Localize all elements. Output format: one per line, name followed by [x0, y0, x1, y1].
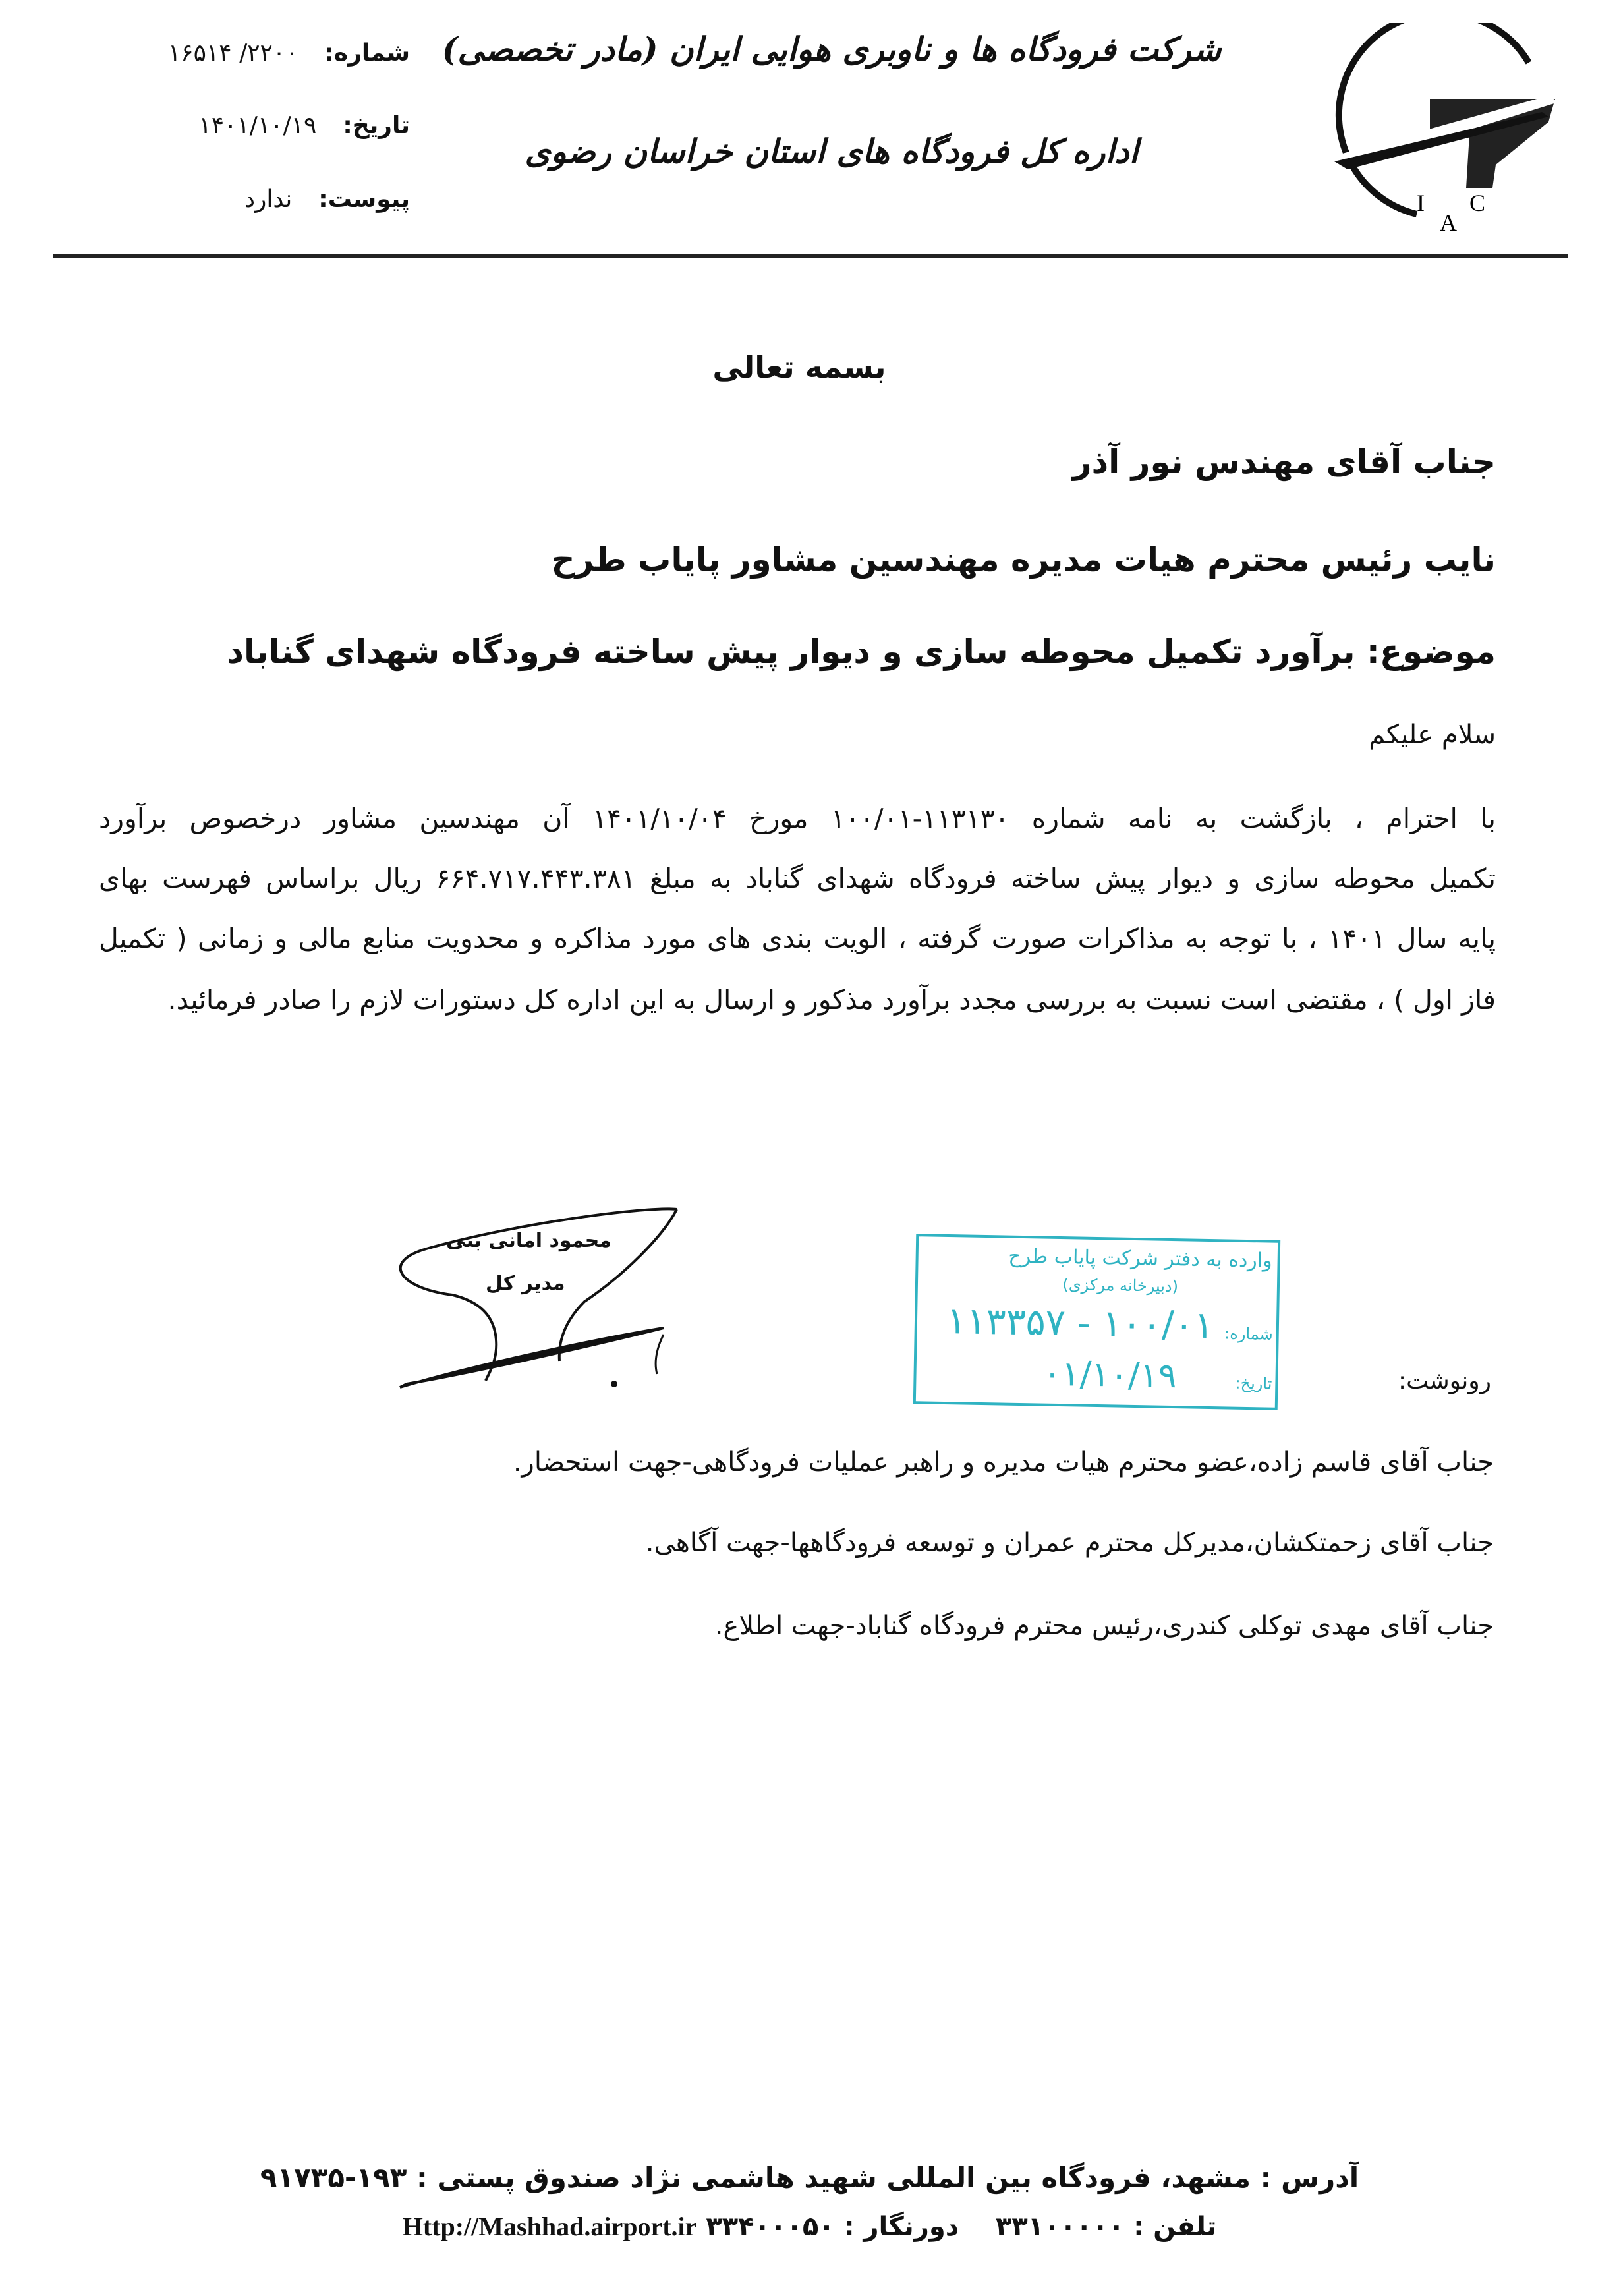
letter-attachment — [244, 186, 410, 213]
receipt-stamp — [913, 1234, 1280, 1410]
recipient-title: نایب رئیس محترم هیات مدیره مهندسین مشاور پایاب طرح — [551, 540, 1496, 579]
number-value: ۲۲۰۰/ ۱۶۵۱۴ — [167, 40, 298, 67]
signature — [387, 1196, 683, 1394]
attachment-value: ندارد — [244, 186, 293, 213]
fax-label: دورنگار : — [843, 2212, 959, 2242]
date-label: تاریخ: — [343, 112, 410, 139]
stamp-line1: وارده به دفتر شرکت پایاب طرح — [1008, 1244, 1272, 1273]
body-line: فاز اول ) ، مقتضی است نسبت به بررسی مجدد برآورد مذکور و ارسال به این اداره کل دستورات لازم را صادر فرمائید. — [167, 984, 1496, 1016]
stamp-line2: (دبیرخانه مرکزی) — [1062, 1275, 1179, 1296]
greeting: سلام علیکم — [1369, 720, 1496, 750]
subject: موضوع: برآورد تکمیل محوطه سازی و دیوار پیش ساخته فرودگاه شهدای گناباد — [227, 633, 1496, 671]
header-divider — [53, 254, 1568, 258]
footer-contact — [0, 2211, 1619, 2242]
body-line: با احترام ، بازگشت به نامه شماره ۱۱۳۱۳۰-۱۰۰/۰۱ مورخ ۱۴۰۱/۱۰/۰۴ آن مهندسین مشاور درخصوص برآورد — [99, 803, 1496, 834]
stamp-number-value: ۱۱۳۳۵۷ - ۱۰۰/۰۱ — [946, 1300, 1214, 1348]
logo-letter: I — [1417, 190, 1425, 216]
recipient-name: جناب آقای مهندس نور آذر — [1072, 443, 1496, 481]
letter-date — [198, 112, 410, 139]
cc-item: جناب آقای مهدی توکلی کندری،رئیس محترم فرودگاه گناباد-جهت اطلاع. — [714, 1611, 1494, 1641]
footer-address: آدرس : مشهد، فرودگاه بین المللی شهید هاشمی نژاد صندوق پستی : ۱۹۳-۹۱۷۳۵ — [260, 2162, 1359, 2194]
body-line: پایه سال ۱۴۰۱ ، با توجه به مذاکرات صورت گرفته ، الویت بندی های مورد مذاکره و محدویت منابع مالی و زمانی ( تکمیل — [99, 923, 1496, 954]
stamp-number-label: شماره: — [1224, 1324, 1273, 1344]
cc-label: رونوشت: — [1398, 1367, 1491, 1394]
stamp-date-value: ۰۱/۱۰/۱۹ — [1042, 1354, 1178, 1396]
signatory-title: مدیر کل — [486, 1272, 565, 1295]
invocation: بسمه تعالی — [712, 349, 886, 385]
letter-number — [168, 40, 410, 67]
body-line: تکمیل محوطه سازی و دیوار پیش ساخته فرودگاه شهدای گناباد به مبلغ ۶۶۴.۷۱۷.۴۴۳.۳۸۱ ریال براساس فهرست بهای — [99, 863, 1496, 894]
phone-number: ۳۳۱۰۰۰۰۰ — [995, 2212, 1125, 2242]
attachment-label: پیوست: — [318, 186, 410, 213]
phone-label: تلفن : — [1133, 2212, 1217, 2242]
date-value: ۱۴۰۱/۱۰/۱۹ — [198, 112, 317, 139]
iac-logo — [1331, 23, 1562, 241]
company-name: شرکت فرودگاه ها و ناوبری هوایی ایران (مادر تخصصی) — [441, 30, 1222, 69]
logo-letter: C — [1469, 190, 1486, 216]
department-name: اداره کل فرودگاه های استان خراسان رضوی — [525, 132, 1139, 171]
website-link[interactable]: Http://Mashhad.airport.ir — [402, 2212, 697, 2241]
stamp-date-label: تاریخ: — [1235, 1373, 1272, 1393]
cc-item: جناب آقای زحمتکشان،مدیرکل محترم عمران و توسعه فرودگاهها-جهت آگاهی. — [645, 1528, 1494, 1558]
number-label: شماره: — [324, 40, 410, 67]
fax-number: ۳۳۴۰۰۰۵۰ — [706, 2212, 835, 2242]
logo-letter: A — [1440, 210, 1457, 236]
cc-item: جناب آقای قاسم زاده،عضو محترم هیات مدیره و راهبر عملیات فرودگاهی-جهت استحضار. — [513, 1447, 1494, 1478]
signatory-name: محمود امانی بنی — [446, 1229, 612, 1252]
